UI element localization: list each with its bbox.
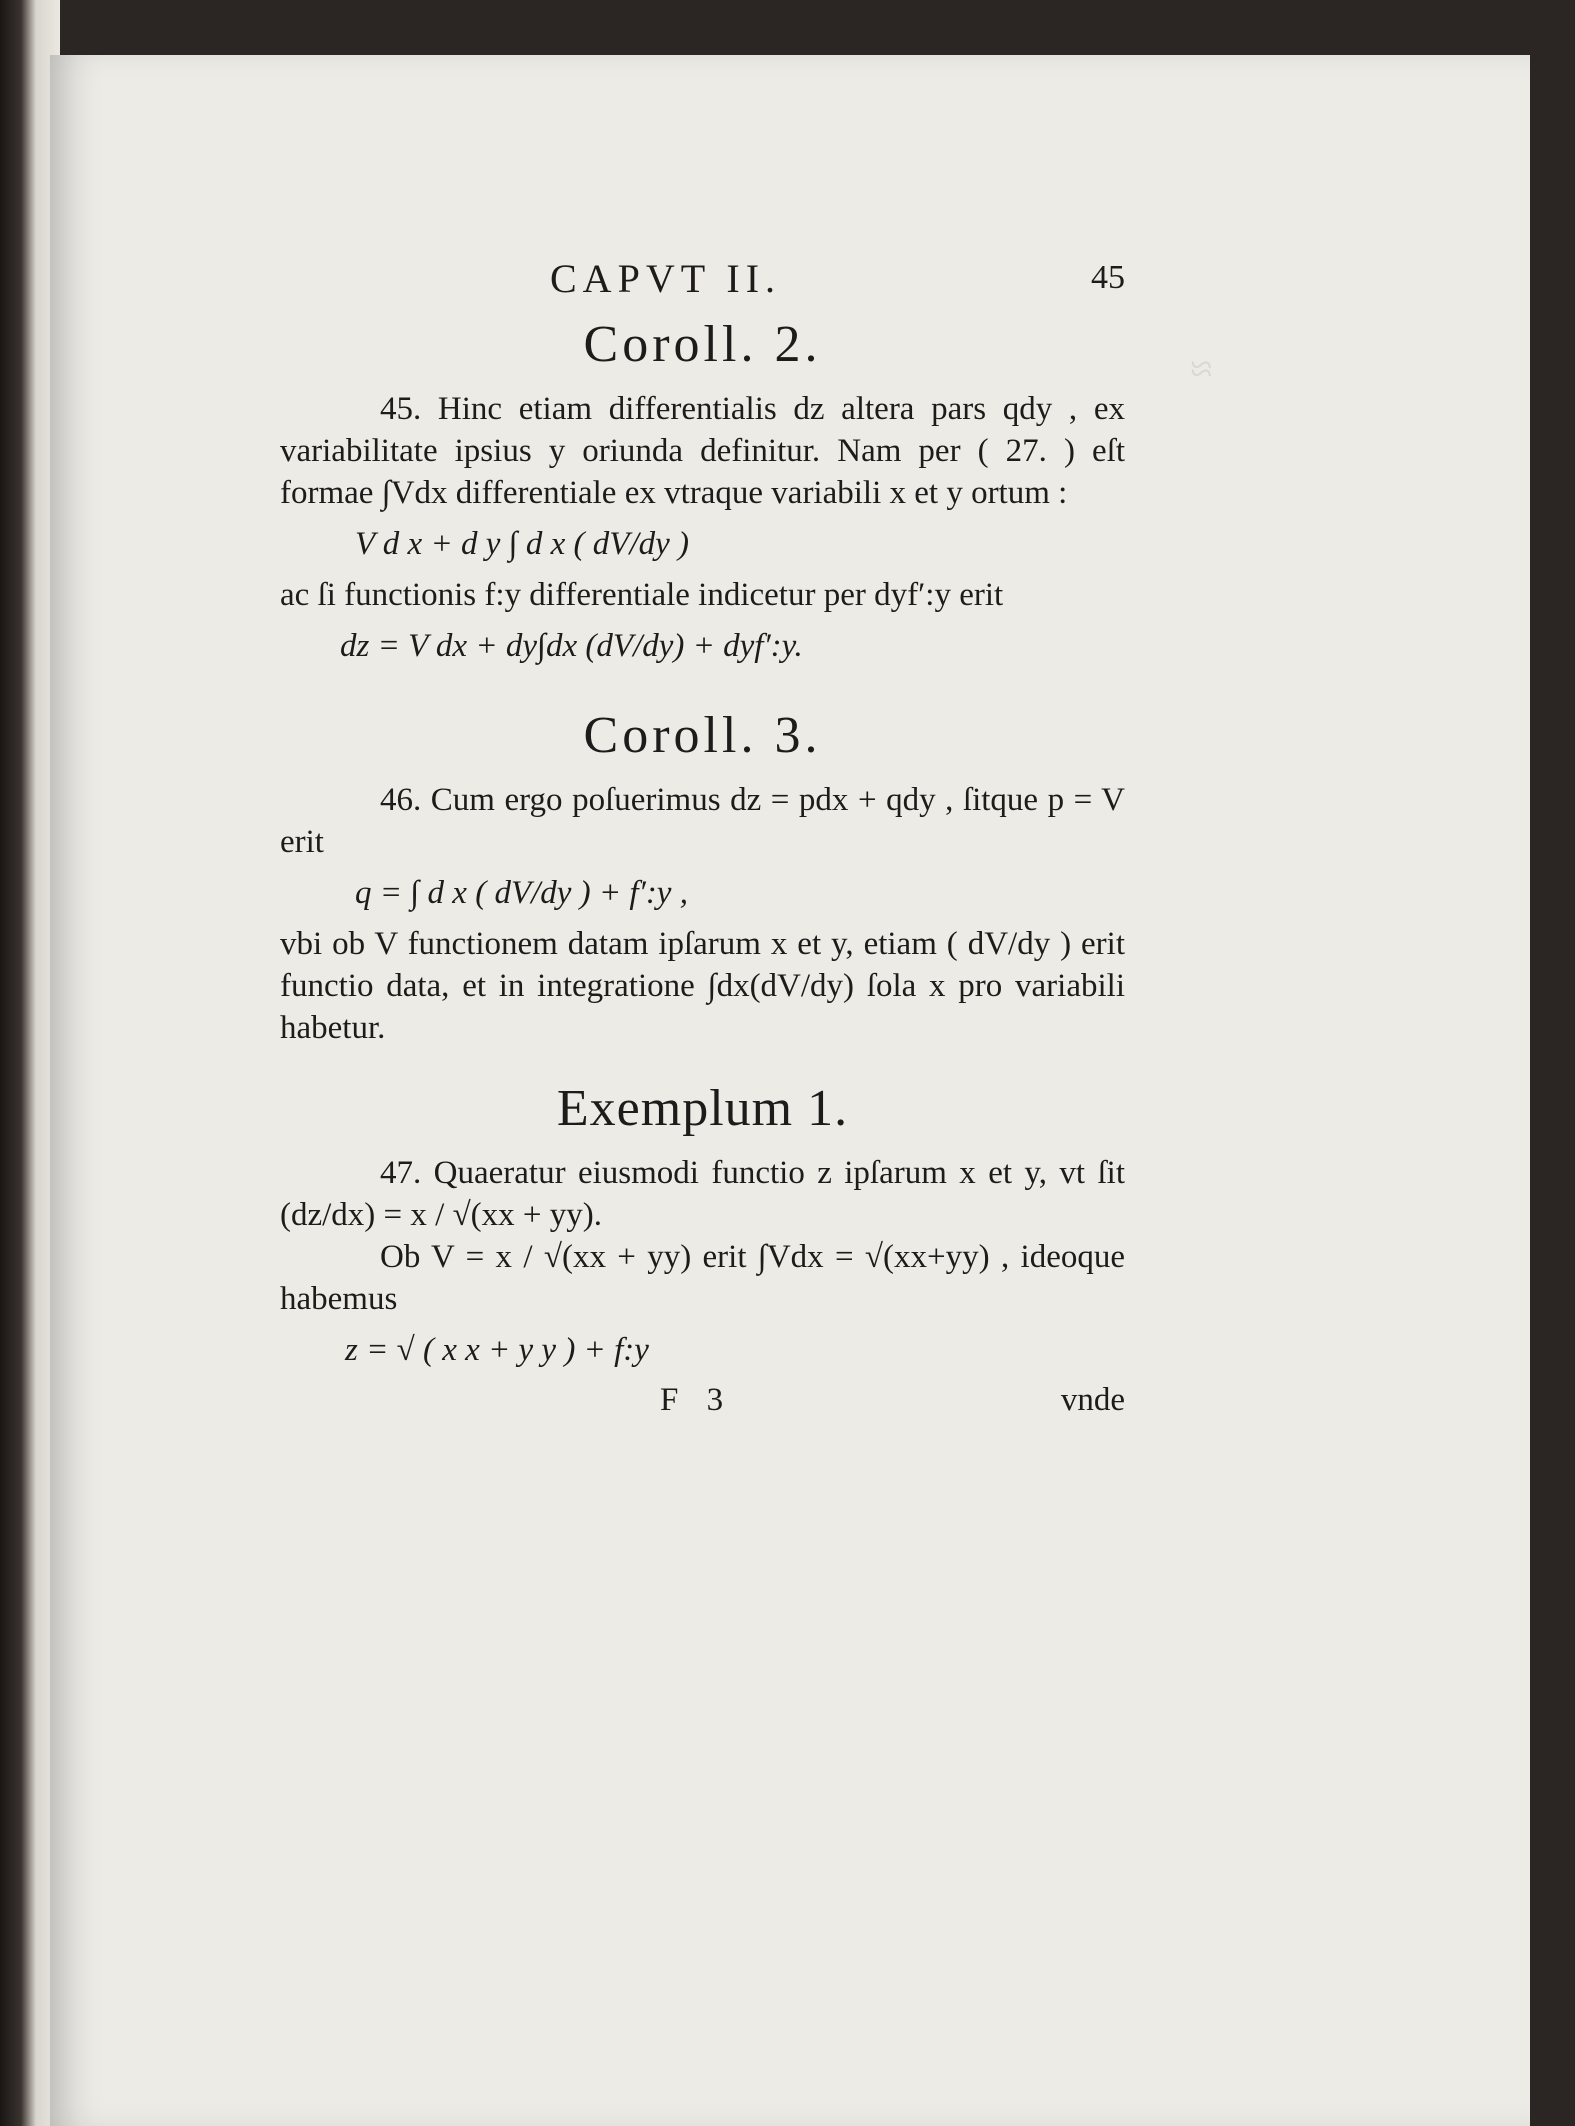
signature-mark: F 3 xyxy=(660,1382,734,1418)
formula: z = √ ( x x + y y ) + f:y xyxy=(345,1332,649,1368)
formula: V d x + d y ∫ d x ( dV/dy ) xyxy=(355,526,690,562)
formula: dz = V dx + dy∫dx (dV/dy) + dyf′:y. xyxy=(340,628,803,664)
paragraph: 47. Quaeratur eiusmodi functio z ipſarum x et y, vt ſit (dz/dx) = x / √(xx + yy). xyxy=(280,1155,1125,1233)
catchword: vnde xyxy=(1060,1382,1125,1418)
paragraph: 46. Cum ergo poſuerimus dz = pdx + qdy , ſitque p = V erit xyxy=(280,782,1125,860)
page-content xyxy=(280,255,1125,1432)
paragraph: 45. Hinc etiam differentialis dz altera pars qdy , ex variabilitate ipsius y oriunda definitur. Nam per ( 27. ) eſt formae ∫Vdx differentiale ex vtraque variabili x et y ortum : xyxy=(280,391,1125,511)
running-head xyxy=(280,255,1125,315)
formula: q = ∫ d x ( dV/dy ) + f′:y , xyxy=(355,875,688,911)
page-number: 45 xyxy=(1091,259,1125,296)
section-heading-exemplum-1: Exemplum 1. xyxy=(556,1080,849,1137)
paragraph: Ob V = x / √(xx + yy) erit ∫Vdx = √(xx+yy) , ideoque habemus xyxy=(280,1239,1125,1317)
page-footer xyxy=(280,1382,1125,1432)
section-heading-coroll-3: Coroll. 3. xyxy=(583,707,822,764)
chapter-title: CAPVT II. xyxy=(550,256,782,301)
bleed-through-text: ≈ xyxy=(1190,346,1212,391)
section-heading-coroll-2: Coroll. 2. xyxy=(583,316,822,373)
book-page xyxy=(50,55,1530,2126)
paragraph: vbi ob V functionem datam ipſarum x et y, etiam ( dV/dy ) erit functio data, et in integratione ∫dx(dV/dy) ſola x pro variabili habetur. xyxy=(280,926,1125,1046)
paragraph: ac ſi functionis f:y differentiale indicetur per dyf′:y erit xyxy=(280,577,1004,613)
